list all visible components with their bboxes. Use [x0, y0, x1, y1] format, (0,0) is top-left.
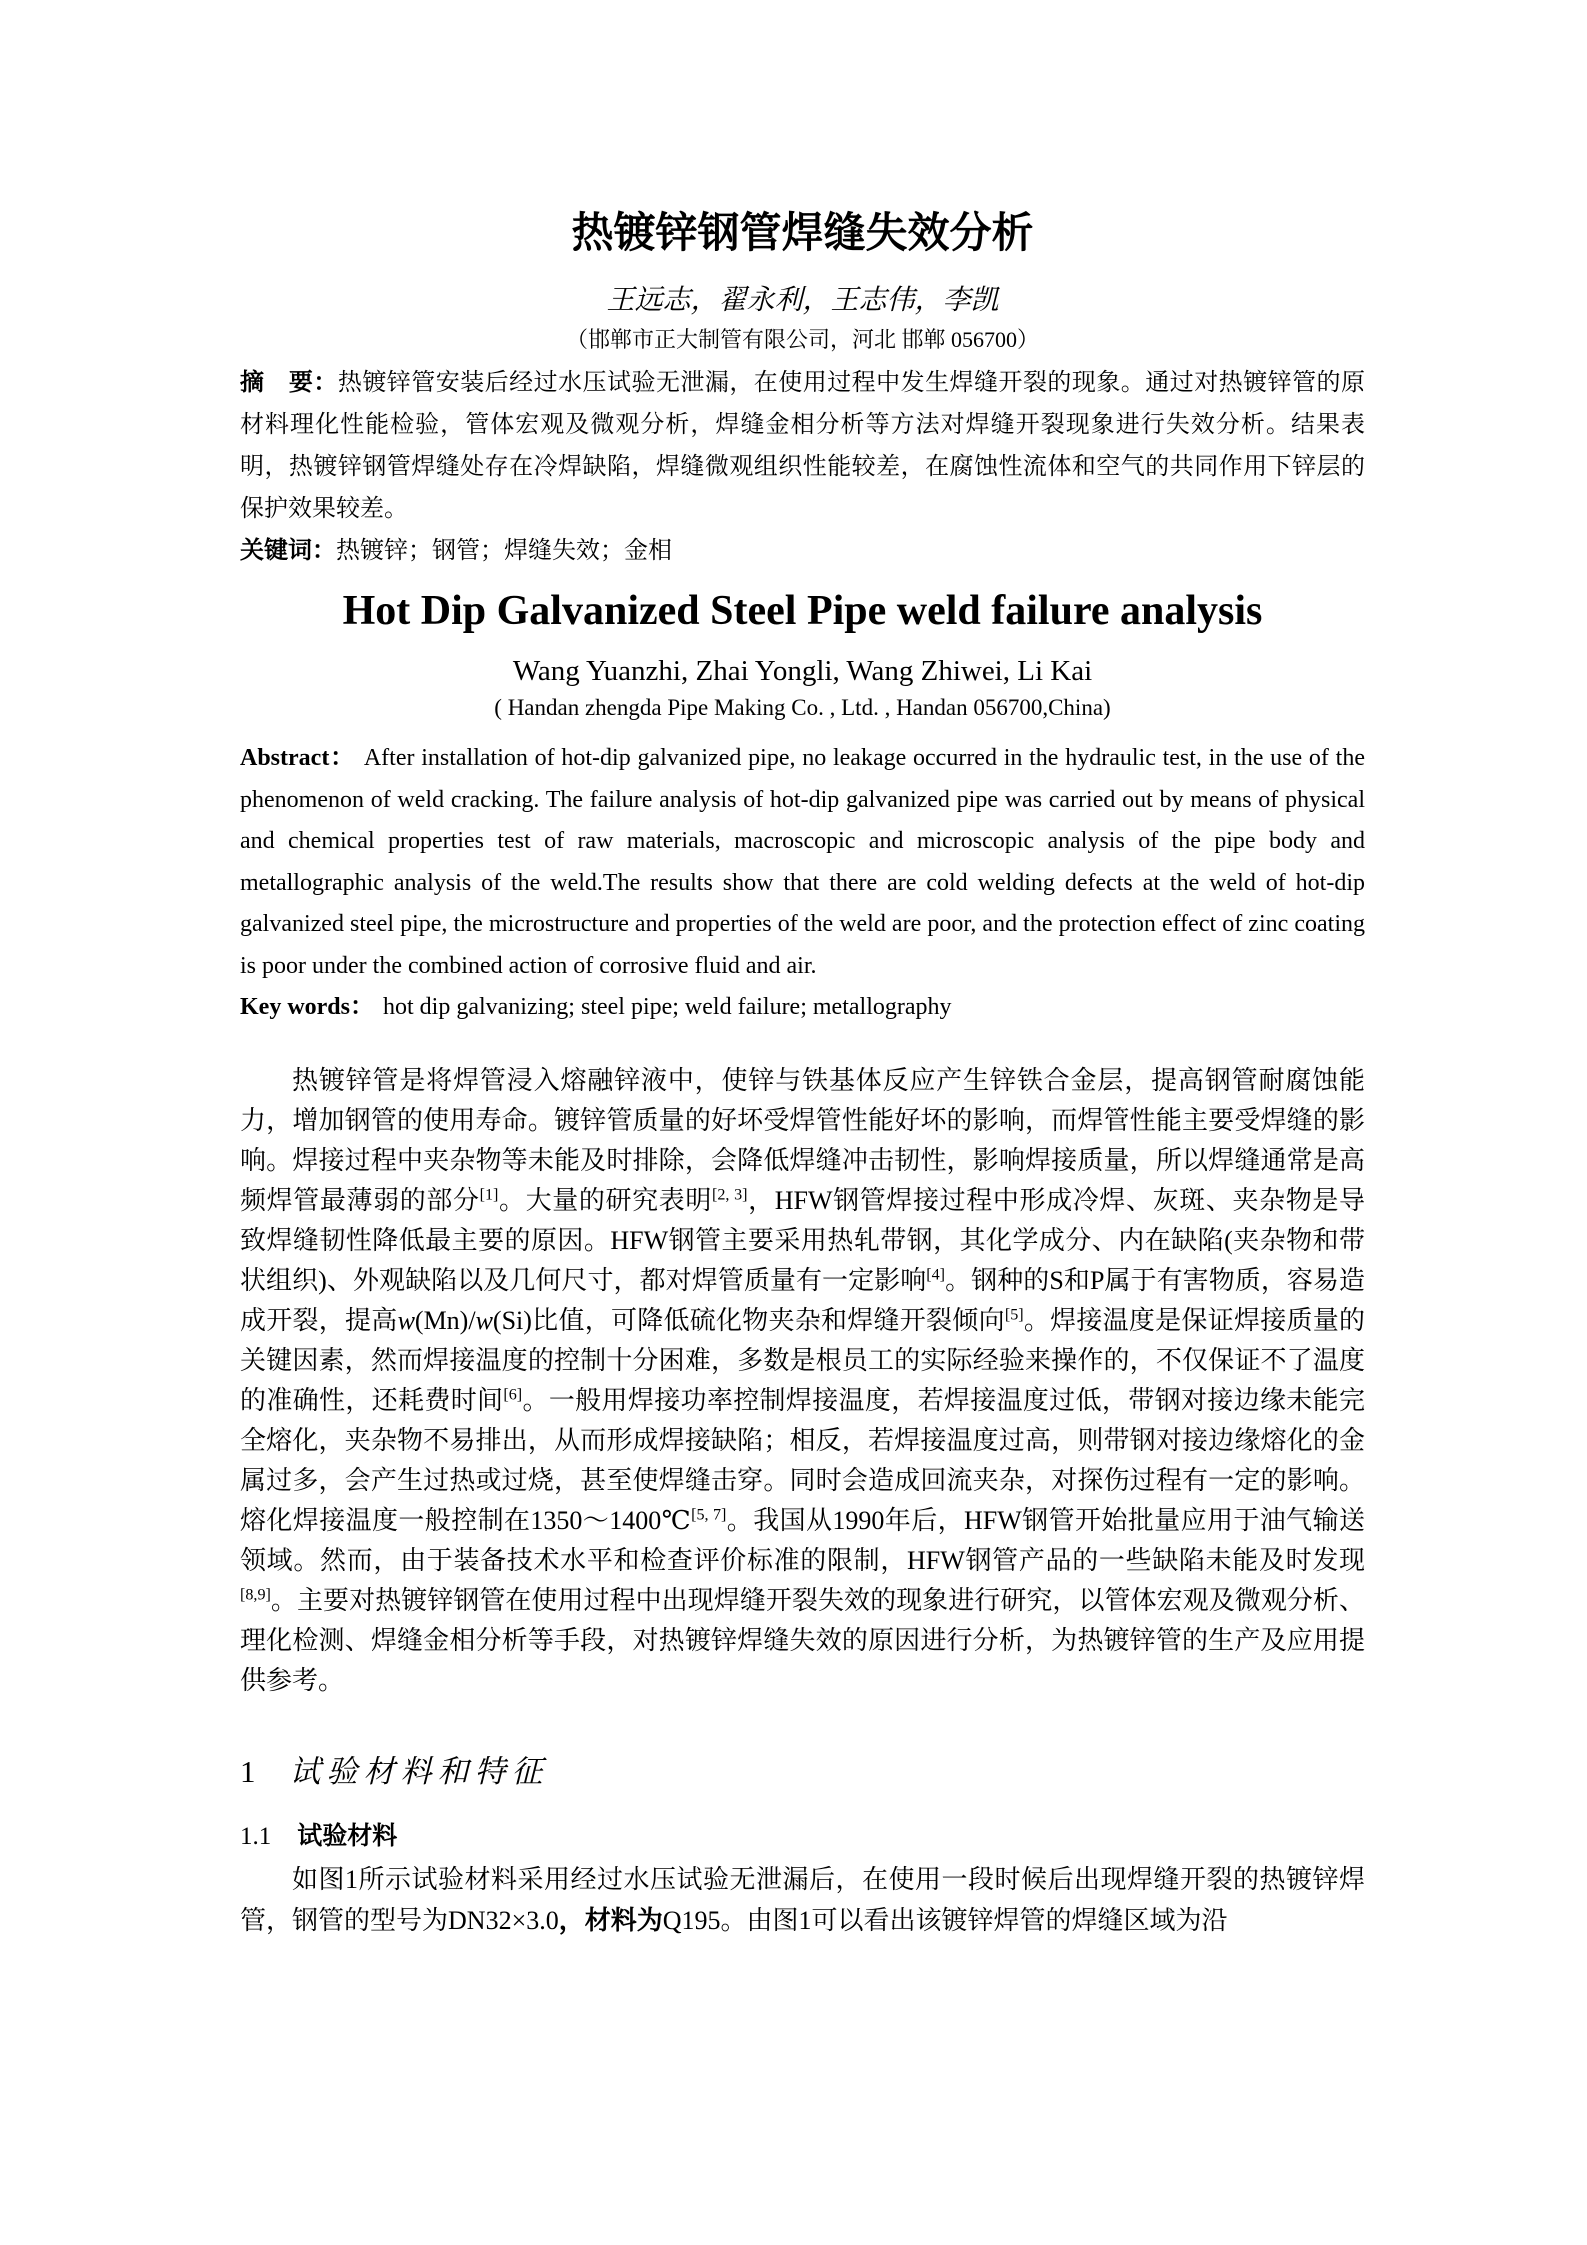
en-keywords-label: Key words： — [240, 994, 374, 1020]
en-authors: Wang Yuanzhi, Zhai Yongli, Wang Zhiwei, Li Kai — [512, 655, 1093, 687]
en-affiliation: ( Handan zhengda Pipe Making Co. , Ltd. , Handan 056700,China) — [494, 695, 1111, 720]
en-abstract-text: After installation of hot-dip galvanized pipe, no leakage occurred in the hydraulic test, in the use of the phenomenon of weld cracking. The failure analysis of hot-dip galvanized pipe was carried out by means of physical and chemical properties test of raw materials, macroscopic and microscopic analysis of the pipe body and metallographic analysis of the weld.The results show that there are cold welding defects at the weld of hot-dip galvanized steel pipe, the microstructure and properties of the weld are poor, and the protection effect of zinc coating is poor under the combined action of corrosive fluid and air. — [240, 745, 1365, 979]
zh-keywords — [240, 530, 1365, 572]
zh-keywords-text: 热镀锌；钢管；焊缝失效；金相 — [336, 538, 672, 564]
intro-paragraph: 热镀锌管是将焊管浸入熔融锌液中，使锌与铁基体反应产生锌铁合金层，提高钢管耐腐蚀能力，增加钢管的使用寿命。镀锌管质量的好坏受焊管性能好坏的影响，而焊管性能主要受焊缝的影响。焊接过程中夹杂物等未能及时排除，会降低焊缝冲击韧性，影响焊接质量，所以焊缝通常是高频焊管最薄弱的部分[1]。大量的研究表明[2, 3]，HFW钢管焊接过程中形成冷焊、灰斑、夹杂物是导致焊缝韧性降低最主要的原因。HFW钢管主要采用热轧带钢，其化学成分、内在缺陷(夹杂物和带状组织)、外观缺陷以及几何尺寸，都对焊管质量有一定影响[4]。钢种的S和P属于有害物质，容易造成开裂，提高w(Mn)/w(Si)比值，可降低硫化物夹杂和焊缝开裂倾向[5]。焊接温度是保证焊接质量的关键因素，然而焊接温度的控制十分困难，多数是根员工的实际经验来操作的，不仅保证不了温度的准确性，还耗费时间[6]。一般用焊接功率控制焊接温度，若焊接温度过低，带钢对接边缘未能完全熔化，夹杂物不易排出，从而形成焊接缺陷；相反，若焊接温度过高，则带钢对接边缘熔化的金属过多，会产生过热或过烧，甚至使焊缝击穿。同时会造成回流夹杂，对探伤过程有一定的影响。熔化焊接温度一般控制在1350～1400℃[5, 7]。我国从1990年后，HFW钢管开始批量应用于油气输送领域。然而，由于装备技术水平和检查评价标准的限制，HFW钢管产品的一些缺陷未能及时发现[8,9]。主要对热镀锌钢管在使用过程中出现焊缝开裂失效的现象进行研究，以管体宏观及微观分析、理化检测、焊缝金相分析等手段，对热镀锌焊缝失效的原因进行分析，为热镀锌管的生产及应用提供参考。 — [240, 1065, 1365, 1695]
en-keywords-text: hot dip galvanizing; steel pipe; weld failure; metallography — [383, 994, 952, 1020]
section-1-heading — [240, 1751, 1365, 1793]
zh-affiliation: （邯郸市正大制管有限公司，河北 邯郸 056700） — [565, 327, 1039, 352]
zh-abstract-label: 摘 要： — [240, 369, 338, 396]
zh-abstract — [240, 362, 1365, 530]
section-1-1-paragraph: 如图1所示试验材料采用经过水压试验无泄漏后，在使用一段时候后出现焊缝开裂的热镀锌焊管，钢管的型号为DN32×3.0，材料为Q195。由图1可以看出该镀锌焊管的焊缝区域为沿 — [240, 1864, 1365, 1935]
section-1-number: 1 — [240, 1753, 256, 1789]
section-1-title: 试验材料和特征 — [289, 1753, 549, 1789]
paper-content — [240, 0, 1365, 1941]
zh-title: 热镀锌钢管焊缝失效分析 — [571, 209, 1034, 256]
zh-keywords-label: 关键词： — [240, 537, 336, 564]
zh-abstract-text: 热镀锌管安装后经过水压试验无泄漏，在使用过程中发生焊缝开裂的现象。通过对热镀锌管的原材料理化性能检验，管体宏观及微观分析，焊缝金相分析等方法对焊缝开裂现象进行失效分析。结果表明，热镀锌钢管焊缝处存在冷焊缺陷，焊缝微观组织性能较差，在腐蚀性流体和空气的共同作用下锌层的保护效果较差。 — [240, 370, 1366, 522]
section-1-1-heading — [240, 1819, 1365, 1854]
en-abstract-label: Abstract： — [240, 745, 355, 771]
section-1-1-number: 1.1 — [240, 1822, 272, 1850]
zh-authors: 王远志，翟永利，王志伟，李凯 — [606, 285, 999, 316]
en-keywords — [240, 987, 1365, 1029]
en-abstract — [240, 738, 1365, 987]
en-title: Hot Dip Galvanized Steel Pipe weld failure analysis — [342, 588, 1263, 634]
section-1-1-title: 试验材料 — [297, 1821, 398, 1850]
